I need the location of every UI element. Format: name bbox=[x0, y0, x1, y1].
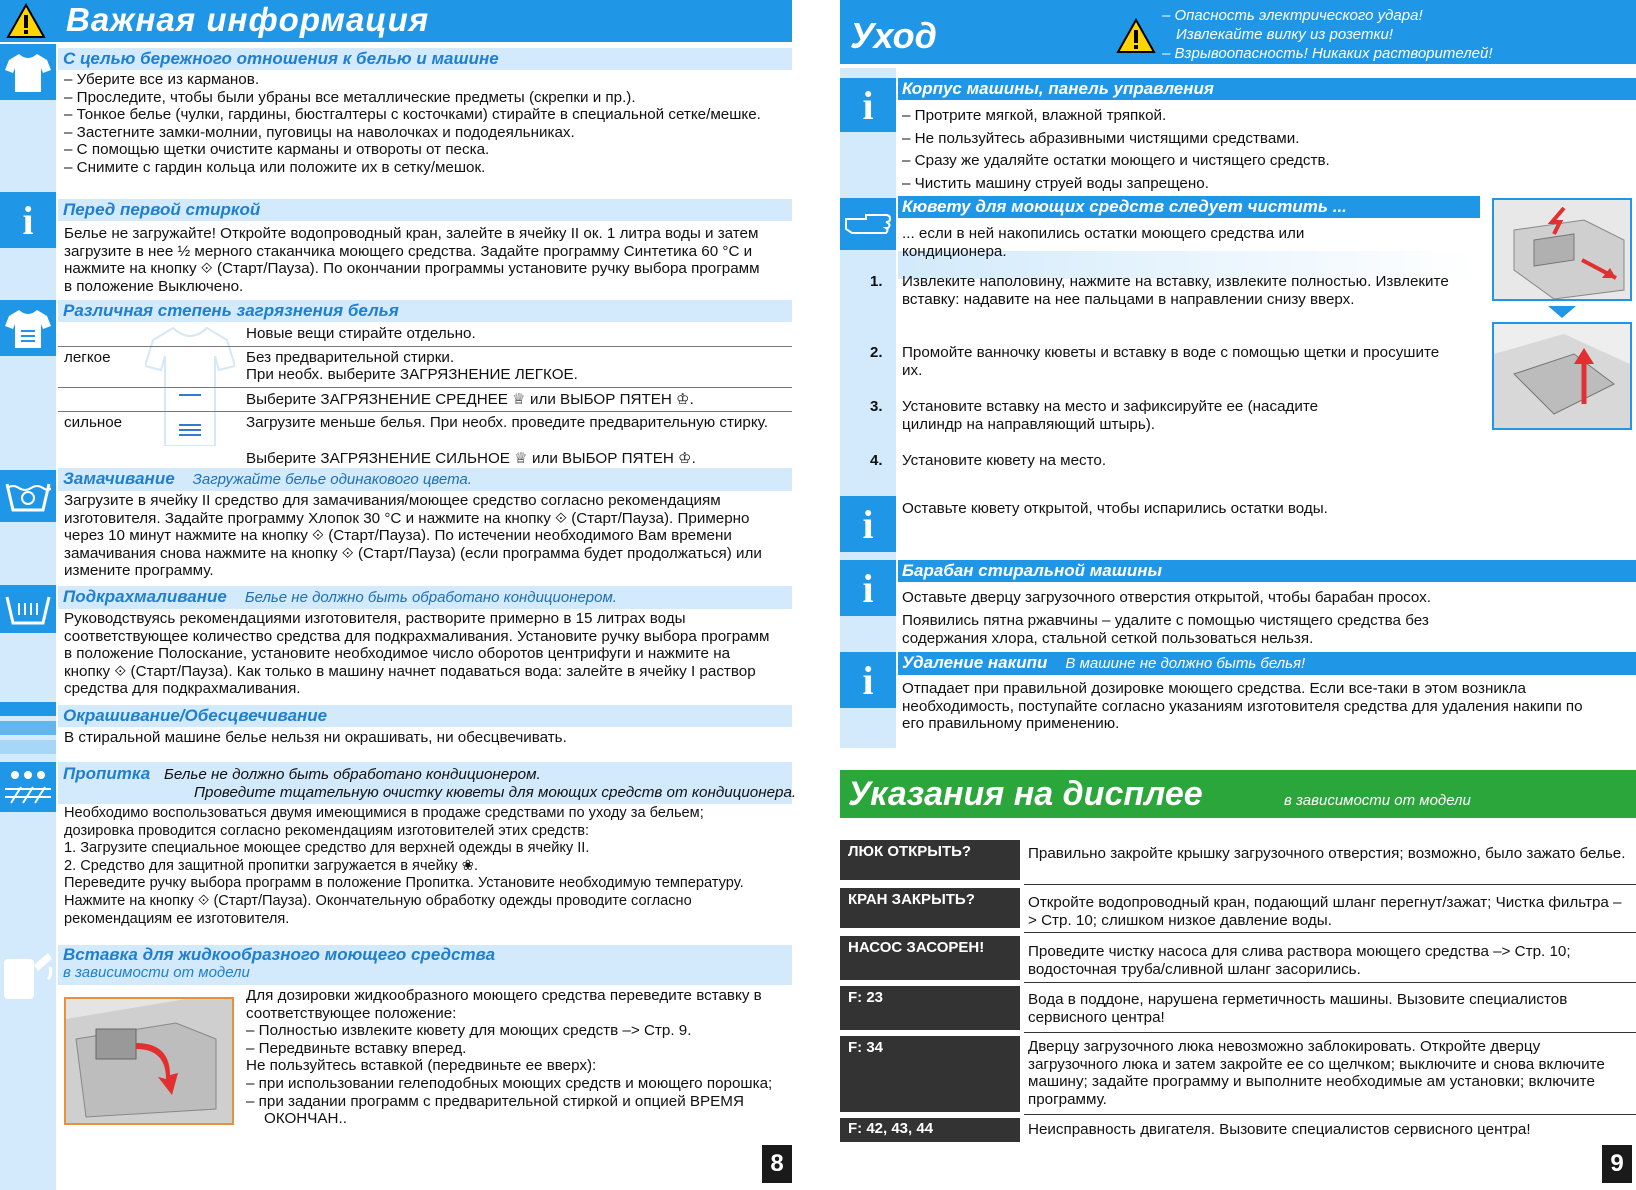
starch-text: Руководствуясь рекомендациями изготовителя, растворите примерно в 15 литрах воды соответствующее количество средства для подкрахмаливания. Установите ручку выбора программ в положение Полоскание, установите необходимое число оборотов центрифуги и нажмите на кнопку ⟐ (Старт/Пауза). Как только в машину начнет подаваться вода: залейте в ячейку I раствор средства для подкрахмаливания. bbox=[64, 610, 770, 698]
shirt-icon bbox=[0, 44, 56, 100]
section-title-drawer: Кювету для моющих средств следует чистить ... bbox=[898, 196, 1480, 218]
step-number: 2. bbox=[870, 344, 883, 361]
step-number: 1. bbox=[870, 273, 883, 290]
liquid-line: Не пользуйтесь вставкой (передвиньте ее вверх): bbox=[246, 1057, 597, 1075]
soiling-row-light-b: При необх. выберите ЗАГРЯЗНЕНИЕ ЛЕГКОЕ. bbox=[246, 366, 578, 383]
divider bbox=[1024, 932, 1636, 933]
soiling-light-label: легкое bbox=[64, 349, 111, 366]
soak-title: Замачивание bbox=[63, 469, 175, 488]
drum-text-1: Оставьте дверцу загрузочного отверстия открытой, чтобы барабан просох. bbox=[902, 589, 1432, 606]
dye-text: В стиральной машине белье нельзя ни окрашивать, ни обесцвечивать. bbox=[64, 729, 567, 746]
display-desc: Правильно закройте крышку загрузочного отверстия; возможно, было зажато белье. bbox=[1028, 845, 1626, 862]
liquid-detergent-icon bbox=[0, 945, 56, 1001]
step-number: 3. bbox=[870, 398, 883, 415]
step-text: Извлеките наполовину, нажмите на вставку, извлеките полностью. Извлеките вставку: надавите на нее пальцами в направлении снизу вверх. bbox=[902, 273, 1449, 308]
step-text: Установите кювету на место. bbox=[902, 452, 1107, 469]
starch-basin-icon bbox=[0, 585, 56, 633]
hand-icon bbox=[840, 198, 896, 250]
step-text: Промойте ванночку кюветы и вставку в воде с помощью щетки и просушите их. bbox=[902, 344, 1440, 379]
care-title: Уход bbox=[850, 15, 937, 56]
descale-text: Отпадает при правильной дозировке моющего средства. Если все-таки в этом возникла необходимость, поступайте согласно указаниям изготовителя средства для удаления накипи по его правильному применению. bbox=[902, 680, 1583, 733]
impregnation-icon bbox=[0, 762, 56, 812]
page-number: 8 bbox=[762, 1145, 792, 1183]
soiling-row-light-a: Без предварительной стирки. bbox=[246, 349, 455, 366]
down-arrow-icon bbox=[1548, 306, 1576, 318]
section-title-liquid: Вставка для жидкообразного моющего средства bbox=[63, 945, 496, 964]
drum-text-2: Появились пятна ржавчины – удалите с помощью чистящего средства без содержания хлора, стальной сеткой пользоваться нельзя. bbox=[902, 612, 1429, 647]
soiling-row-medium: Выберите ЗАГРЯЗНЕНИЕ СРЕДНЕЕ ♕ или ВЫБОР ПЯТЕН ♔. bbox=[246, 391, 694, 408]
descale-note: В машине не должно быть белья! bbox=[1065, 655, 1306, 672]
list-item: – Тонкое белье (чулки, гардины, бюстгалтеры с косточками) стирайте в специальной сетке/мешке. bbox=[64, 106, 761, 124]
soiling-row-heavy-a: Загрузите меньше белья. При необх. проведите предварительную стирку. bbox=[246, 414, 768, 431]
list-item: – Застегните замки-молнии, пуговицы на наволочках и пододеяльниках. bbox=[64, 123, 575, 141]
list-item: – Снимите с гардин кольца или положите их в сетку/мешок. bbox=[64, 158, 486, 176]
liquid-text bbox=[246, 987, 786, 1128]
shirt-lines-icon bbox=[0, 300, 56, 356]
section-title-care: С целью бережного отношения к белью и машине bbox=[58, 48, 792, 70]
list-item: – Сразу же удаляйте остатки моющего и чистящего средств. bbox=[902, 152, 1330, 169]
drawer-note: Оставьте кювету открытой, чтобы испарились остатки воды. bbox=[902, 500, 1328, 517]
soiling-heavy-label: сильное bbox=[64, 414, 123, 431]
starch-title: Подкрахмаливание bbox=[63, 587, 227, 606]
display-desc: Проведите чистку насоса для слива раствора моющего средства –> Стр. 10; водосточная труба/сливной шланг засорились. bbox=[1028, 943, 1571, 978]
first-wash-text: Белье не загружайте! Откройте водопроводный кран, залейте в ячейку II ок. 1 литра воды и затем загрузите в нее ½ мерного стаканчика моющего средства. Задайте программу Синтетика 60 °C и нажмите на кнопку ⟐ (Старт/Пауза). По окончании программы установите ручку выбора программ в положение Выключено. bbox=[64, 225, 760, 295]
shirt-illustration bbox=[145, 326, 235, 446]
soak-text: Загрузите в ячейку II средство для замачивания/моющее средство согласно рекомендациям изготовителя. Задайте программу Хлопок 30 °C и нажмите на кнопку ⟐ (Старт/Пауза). Примерно через 10 минут нажмите на кнопку ⟐ (Старт/Пауза). По истечении необходимого Вам времени замачивания снова нажмите на кнопку ⟐ (Старт/Пауза) (если программа будет продолжаться) или измените программу. bbox=[64, 492, 762, 580]
divider bbox=[1024, 982, 1636, 983]
impregnation-line: Переведите ручку выбора программ в положение Пропитка. Установите необходимую температуру. Нажмите на кнопку ⟐ (Старт/Пауза). Окончательную обработку одежды проводите согласно рекомендациям ее изготовителя. bbox=[64, 875, 744, 927]
info-icon: i bbox=[840, 496, 896, 552]
display-desc: Вода в поддоне, нарушена герметичность машины. Вызовите специалистов сервисного центра! bbox=[1028, 991, 1568, 1026]
liquid-line: – при использовании гелеподобных моющих средств и моющего порошка; bbox=[246, 1074, 773, 1092]
section-title-soak bbox=[58, 468, 792, 491]
page-title: Важная информация bbox=[66, 1, 430, 38]
page-number: 9 bbox=[1602, 1145, 1632, 1183]
warning-icon bbox=[1116, 18, 1156, 54]
info-icon: i bbox=[0, 192, 56, 248]
impregnation-note1: Белье не должно быть обработано кондиционером. bbox=[164, 766, 541, 783]
list-item: – Протрите мягкой, влажной тряпкой. bbox=[902, 107, 1167, 124]
liquid-line: – Передвиньте вставку вперед. bbox=[246, 1039, 467, 1057]
display-subtitle: в зависимости от модели bbox=[1284, 792, 1471, 809]
warning-line: Извлекайте вилку из розетки! bbox=[1176, 26, 1394, 43]
drawer-illustration-1 bbox=[1492, 198, 1632, 301]
soiling-row-new: Новые вещи стирайте отдельно. bbox=[246, 325, 476, 342]
soak-note: Загружайте белье одинакового цвета. bbox=[192, 471, 472, 488]
warning-icon bbox=[6, 3, 46, 39]
liquid-line: – Полностью извлеките кювету для моющих средств –> Стр. 9. bbox=[246, 1022, 692, 1040]
impregnation-line: Необходимо воспользоваться двумя имеющимися в продаже средствами по уходу за бельем; bbox=[64, 805, 704, 821]
divider bbox=[1024, 1032, 1636, 1033]
warning-line: – Взрывоопасность! Никаких растворителей! bbox=[1162, 45, 1493, 62]
liquid-line: Для дозировки жидкообразного моющего средства переведите вставку в соответствующее положение: bbox=[246, 987, 762, 1022]
detergent-insert-illustration bbox=[64, 997, 234, 1125]
list-item: – Чистить машину струей воды запрещено. bbox=[902, 174, 1209, 192]
display-code: ЛЮК ОТКРЫТЬ? bbox=[840, 840, 1020, 880]
impregnation-line: дозировка проводится согласно рекомендациям изготовителей этих средств: bbox=[64, 822, 590, 839]
list-item: – Проследите, чтобы были убраны все металлические предметы (скрепки и пр.). bbox=[64, 88, 636, 106]
warning-line: – Опасность электрического удара! bbox=[1162, 7, 1423, 24]
list-item: – Уберите все из карманов. bbox=[64, 71, 260, 88]
impregnation-note2: Проведите тщательную очистку кюветы для моющих средств от кондиционера. bbox=[194, 784, 797, 801]
divider bbox=[1024, 884, 1636, 885]
section-title-drum: Барабан стиральной машины bbox=[898, 560, 1636, 582]
drawer-intro: ... если в ней накопились остатки моющего средства или кондиционера. bbox=[902, 225, 1305, 260]
list-item: – С помощью щетки очистите карманы и отвороты от песка. bbox=[64, 141, 490, 159]
housing-list bbox=[902, 105, 1602, 195]
section-title-dye: Окрашивание/Обесцвечивание bbox=[58, 705, 792, 727]
section-title-impregnation: Пропитка bbox=[63, 764, 151, 783]
display-code: КРАН ЗАКРЫТЬ? bbox=[840, 888, 1020, 928]
care-list bbox=[64, 71, 764, 177]
impregnation-text bbox=[64, 805, 784, 928]
display-desc: Дверцу загрузочного люка невозможно заблокировать. Откройте дверцу загрузочного люка и затем закройте ее со щелчком; выключите и снова включите машину; задайте программу и выполните необходимые ам установки; включите программу. bbox=[1028, 1038, 1605, 1108]
impregnation-line: 1. Загрузите специальное моющее средство для верхней одежды в ячейку II. bbox=[64, 840, 590, 857]
liquid-subtitle: в зависимости от модели bbox=[63, 964, 250, 981]
list-item: – Не пользуйтесь абразивными чистящими средствами. bbox=[902, 129, 1300, 147]
section-title-first-wash: Перед первой стиркой bbox=[58, 199, 792, 221]
section-title-soiling: Различная степень загрязнения белья bbox=[58, 300, 792, 322]
info-icon: i bbox=[840, 560, 896, 616]
divider bbox=[58, 387, 792, 388]
step-text: Установите вставку на место и зафиксируйте ее (насадите цилиндр на направляющий штырь). bbox=[902, 398, 1319, 433]
divider bbox=[58, 411, 792, 412]
soak-basin-icon bbox=[0, 470, 56, 522]
display-title: Указания на дисплее bbox=[848, 775, 1203, 813]
display-code: F: 23 bbox=[840, 986, 1020, 1030]
drawer-illustration-2 bbox=[1492, 322, 1632, 430]
info-icon: i bbox=[840, 78, 896, 132]
divider bbox=[58, 346, 792, 347]
liquid-line: – при задании программ с предварительной стиркой и опцией ВРЕМЯ ОКОНЧАН.. bbox=[246, 1092, 744, 1128]
info-icon: i bbox=[840, 652, 896, 708]
descale-title: Удаление накипи bbox=[902, 653, 1048, 672]
dye-icon bbox=[0, 702, 56, 762]
starch-note: Белье не должно быть обработано кондиционером. bbox=[244, 589, 617, 606]
display-code: F: 42, 43, 44 bbox=[840, 1118, 1020, 1142]
soiling-row-heavy-b: Выберите ЗАГРЯЗНЕНИЕ СИЛЬНОЕ ♕ или ВЫБОР ПЯТЕН ♔. bbox=[246, 450, 696, 467]
display-code: НАСОС ЗАСОРЕН! bbox=[840, 936, 1020, 980]
section-title-starch bbox=[58, 586, 792, 609]
step-number: 4. bbox=[870, 452, 883, 469]
display-code: F: 34 bbox=[840, 1036, 1020, 1112]
warning-text bbox=[1162, 6, 1493, 63]
right-sidebar bbox=[840, 68, 896, 748]
divider bbox=[1024, 1114, 1636, 1115]
display-desc: Неисправность двигателя. Вызовите специалистов сервисного центра! bbox=[1028, 1121, 1531, 1138]
impregnation-line: 2. Средство для защитной пропитки загружается в ячейку ❀. bbox=[64, 857, 479, 874]
display-desc: Откройте водопроводный кран, подающий шланг перегнут/зажат; Чистка фильтра –> Стр. 10; слишком низкое давление воды. bbox=[1028, 894, 1622, 929]
section-title-descale bbox=[898, 652, 1636, 675]
section-title-housing: Корпус машины, панель управления bbox=[898, 78, 1636, 100]
